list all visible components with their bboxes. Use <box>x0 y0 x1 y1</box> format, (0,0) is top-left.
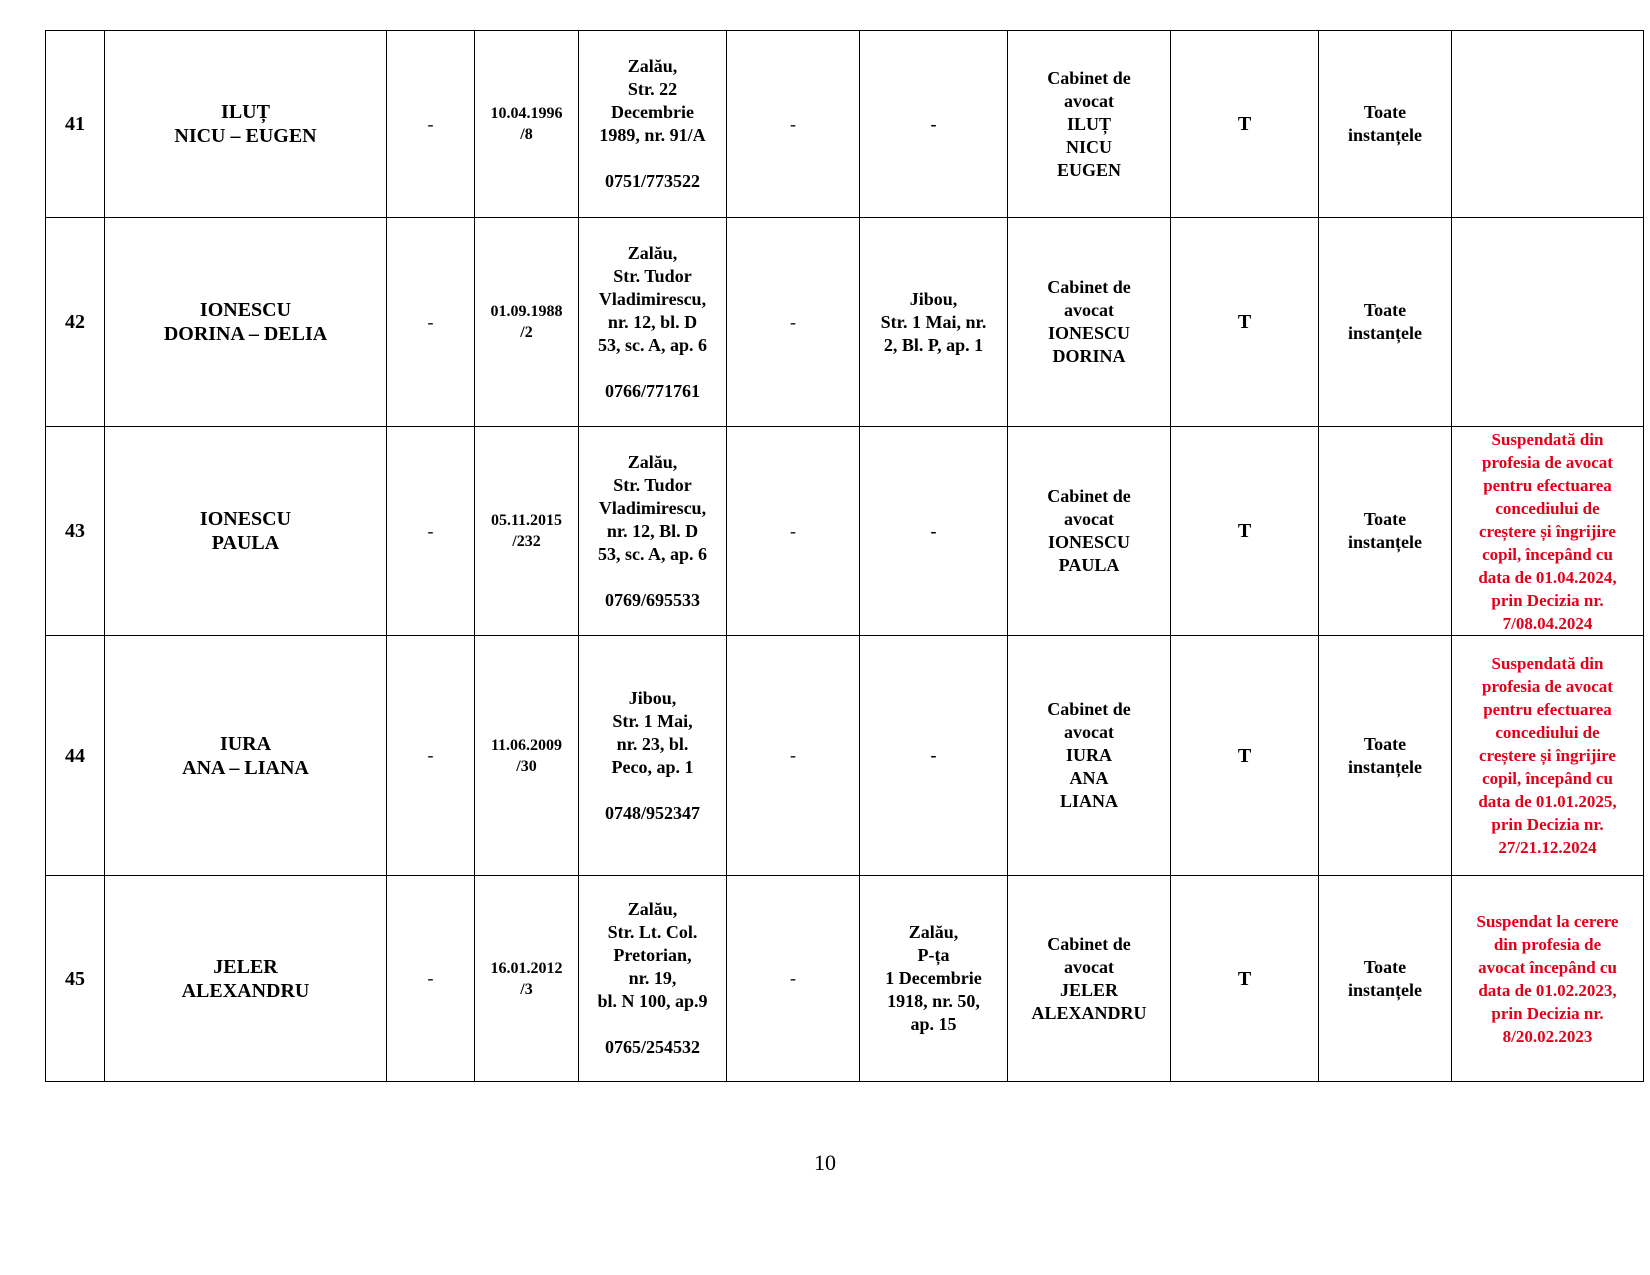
row-number: 42 <box>46 218 105 427</box>
status-note: Suspendat la cerere din profesia de avocat începând cu data de 01.02.2023, prin Decizia nr. 8/20.02.2023 <box>1452 876 1644 1082</box>
page-number: 10 <box>814 1150 836 1175</box>
practice-form: Cabinet de avocat IURA ANA LIANA <box>1008 636 1171 876</box>
main-address: Zalău, Str. 22 Decembrie 1989, nr. 91/A 0751/773522 <box>579 31 727 218</box>
row-number: 41 <box>46 31 105 218</box>
status-note: Suspendată din profesia de avocat pentru efectuarea concediului de creștere și îngrijire copil, începând cu data de 01.04.2024, prin Decizia nr. 7/08.04.2024 <box>1452 427 1644 636</box>
practice-type: T <box>1171 218 1319 427</box>
main-address: Zalău, Str. Lt. Col. Pretorian, nr. 19, bl. N 100, ap.9 0765/254532 <box>579 876 727 1082</box>
secondary-address: - <box>860 636 1008 876</box>
empty-cell: - <box>727 427 860 636</box>
main-address: Zalău, Str. Tudor Vladimirescu, nr. 12, Bl. D 53, sc. A, ap. 6 0769/695533 <box>579 427 727 636</box>
practice-type: T <box>1171 427 1319 636</box>
table-row <box>46 31 1644 218</box>
table-row <box>46 636 1644 876</box>
practice-type: T <box>1171 31 1319 218</box>
practice-form: Cabinet de avocat IONESCU PAULA <box>1008 427 1171 636</box>
lawyer-name: IURA ANA – LIANA <box>105 636 387 876</box>
practice-form: Cabinet de avocat ILUȚ NICU EUGEN <box>1008 31 1171 218</box>
registration-date: 11.06.2009 /30 <box>475 636 579 876</box>
practice-type: T <box>1171 876 1319 1082</box>
table-row <box>46 427 1644 636</box>
lawyer-name: IONESCU PAULA <box>105 427 387 636</box>
registration-date: 10.04.1996 /8 <box>475 31 579 218</box>
practice-form: Cabinet de avocat JELER ALEXANDRU <box>1008 876 1171 1082</box>
courts: Toate instanțele <box>1319 427 1452 636</box>
status-note <box>1452 218 1644 427</box>
empty-cell: - <box>387 31 475 218</box>
lawyers-table <box>45 30 1644 1082</box>
lawyer-name: IONESCU DORINA – DELIA <box>105 218 387 427</box>
empty-cell: - <box>387 876 475 1082</box>
secondary-address: Jibou, Str. 1 Mai, nr. 2, Bl. P, ap. 1 <box>860 218 1008 427</box>
status-note: Suspendată din profesia de avocat pentru efectuarea concediului de creștere și îngrijire copil, începând cu data de 01.01.2025, prin Decizia nr. 27/21.12.2024 <box>1452 636 1644 876</box>
secondary-address: - <box>860 427 1008 636</box>
table-row <box>46 218 1644 427</box>
lawyer-name: JELER ALEXANDRU <box>105 876 387 1082</box>
main-address: Jibou, Str. 1 Mai, nr. 23, bl. Peco, ap. 1 0748/952347 <box>579 636 727 876</box>
registration-date: 05.11.2015 /232 <box>475 427 579 636</box>
row-number: 43 <box>46 427 105 636</box>
registration-date: 01.09.1988 /2 <box>475 218 579 427</box>
row-number: 44 <box>46 636 105 876</box>
secondary-address: - <box>860 31 1008 218</box>
status-note <box>1452 31 1644 218</box>
practice-type: T <box>1171 636 1319 876</box>
secondary-address: Zalău, P-ța 1 Decembrie 1918, nr. 50, ap. 15 <box>860 876 1008 1082</box>
courts: Toate instanțele <box>1319 31 1452 218</box>
empty-cell: - <box>387 218 475 427</box>
table-row <box>46 876 1644 1082</box>
main-address: Zalău, Str. Tudor Vladimirescu, nr. 12, bl. D 53, sc. A, ap. 6 0766/771761 <box>579 218 727 427</box>
courts: Toate instanțele <box>1319 636 1452 876</box>
empty-cell: - <box>727 31 860 218</box>
row-number: 45 <box>46 876 105 1082</box>
courts: Toate instanțele <box>1319 876 1452 1082</box>
empty-cell: - <box>727 876 860 1082</box>
courts: Toate instanțele <box>1319 218 1452 427</box>
practice-form: Cabinet de avocat IONESCU DORINA <box>1008 218 1171 427</box>
empty-cell: - <box>387 636 475 876</box>
empty-cell: - <box>727 218 860 427</box>
empty-cell: - <box>727 636 860 876</box>
empty-cell: - <box>387 427 475 636</box>
lawyer-name: ILUȚ NICU – EUGEN <box>105 31 387 218</box>
registration-date: 16.01.2012 /3 <box>475 876 579 1082</box>
